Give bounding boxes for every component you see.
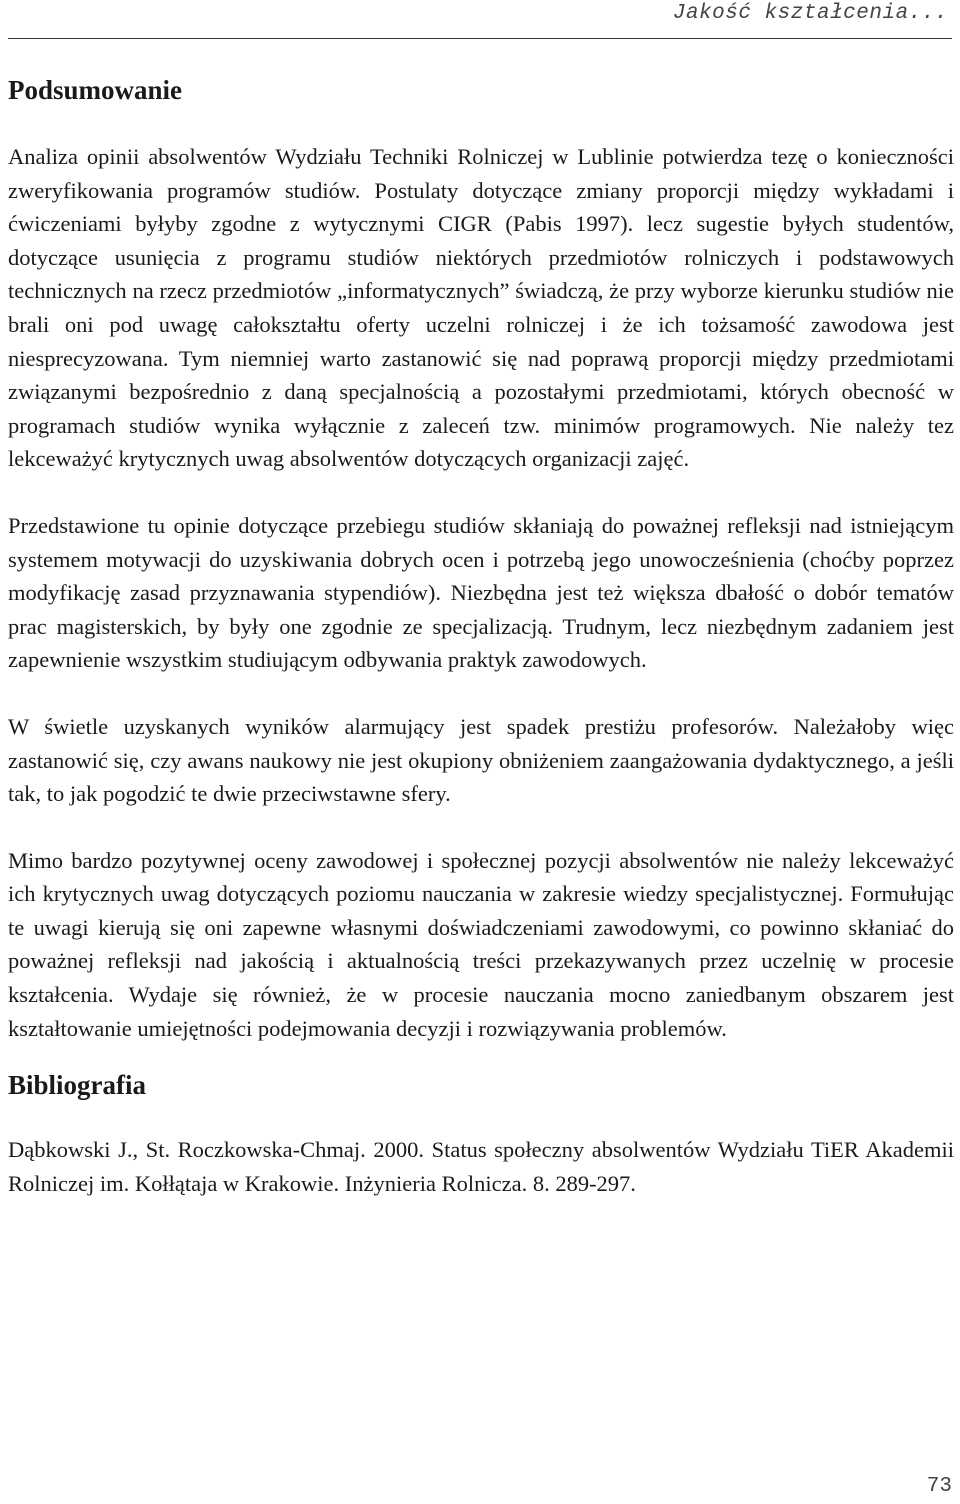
summary-paragraph-2: Przedstawione tu opinie dotyczące przebiegu studiów skłaniają do poważnej refleksji nad istniejącym systemem motywacji do uzyskiwania dobrych ocen i potrzebą jego unowocześnienia (choćby poprzez modyfikację zasad przyznawania stypendiów). Niezbędna jest też większa dbałość o dobór tematów prac magisterskich, by były one zgodnie ze specjalizacją. Trudnym, lecz niezbędnym zadaniem jest zapewnienie wszystkim studiującym odbywania praktyk zawodowych.: [8, 512, 954, 673]
summary-paragraph-4: Mimo bardzo pozytywnej oceny zawodowej i społecznej pozycji absolwentów nie należy lekceważyć ich krytycznych uwag dotyczących poziomu nauczania w zakresie wiedzy specjalistycznej. Formułując te uwagi kierują się oni zapewne własnymi doświadczeniami zawodowymi, co powinno skłaniać do poważnej refleksji nad jakością i aktualnością treści przekazywanych przez uczelnię w procesie kształcenia. Wydaje się również, że w procesie nauczania mocno zaniedbanym obszarem jest kształtowanie umiejętności podejmowania decyzji i rozwiązywania problemów.: [8, 847, 954, 1041]
page-content: [8, 68, 954, 1200]
page-number: 73: [926, 1475, 952, 1498]
running-title: Jakość kształcenia...: [672, 2, 948, 25]
summary-paragraph-3: W świetle uzyskanych wyników alarmujący jest spadek prestiżu profesorów. Należałoby więc zastanowić się, czy awans naukowy nie jest okupiony obniżeniem zaangażowania dydaktycznego, a jeśli tak, to jak pogodzić te dwie przeciwstawne sfery.: [8, 713, 954, 807]
section-title-bibliography: Bibliografia: [8, 1070, 147, 1101]
summary-paragraph-1: Analiza opinii absolwentów Wydziału Techniki Rolniczej w Lublinie potwierdza tezę o konieczności zweryfikowania programów studiów. Postulaty dotyczące zmiany proporcji między wykładami i ćwiczeniami byłyby zgodne z wytycznymi CIGR (Pabis 1997). lecz sugestie byłych studentów, dotyczące usunięcia z programu studiów niektórych przedmiotów rolniczych i podstawowych technicznych na rzecz przedmiotów „informatycznych” świadczą, że przy wyborze kierunku studiów nie brali oni pod uwagę całokształtu oferty uczelni rolniczej i że ich tożsamość zawodowa jest niesprecyzowana. Tym niemniej warto zastanowić się nad poprawą proporcji między przedmiotami związanymi bezpośrednio z daną specjalnością a pozostałymi przedmiotami, których obecność w programach studiów wynika wyłącznie z zaleceń tzw. minimów programowych. Nie należy tez lekceważyć krytycznych uwag absolwentów dotyczących organizacji zajęć.: [8, 144, 954, 472]
running-header: [8, 0, 952, 39]
bibliography-entry: Dąbkowski J., St. Roczkowska-Chmaj. 2000. Status społeczny absolwentów Wydziału TiER Akademii Rolniczej im. Kołłątaja w Krakowie. Inżynieria Rolnicza. 8. 289-297.: [8, 1137, 954, 1196]
section-title-summary: Podsumowanie: [8, 75, 183, 105]
